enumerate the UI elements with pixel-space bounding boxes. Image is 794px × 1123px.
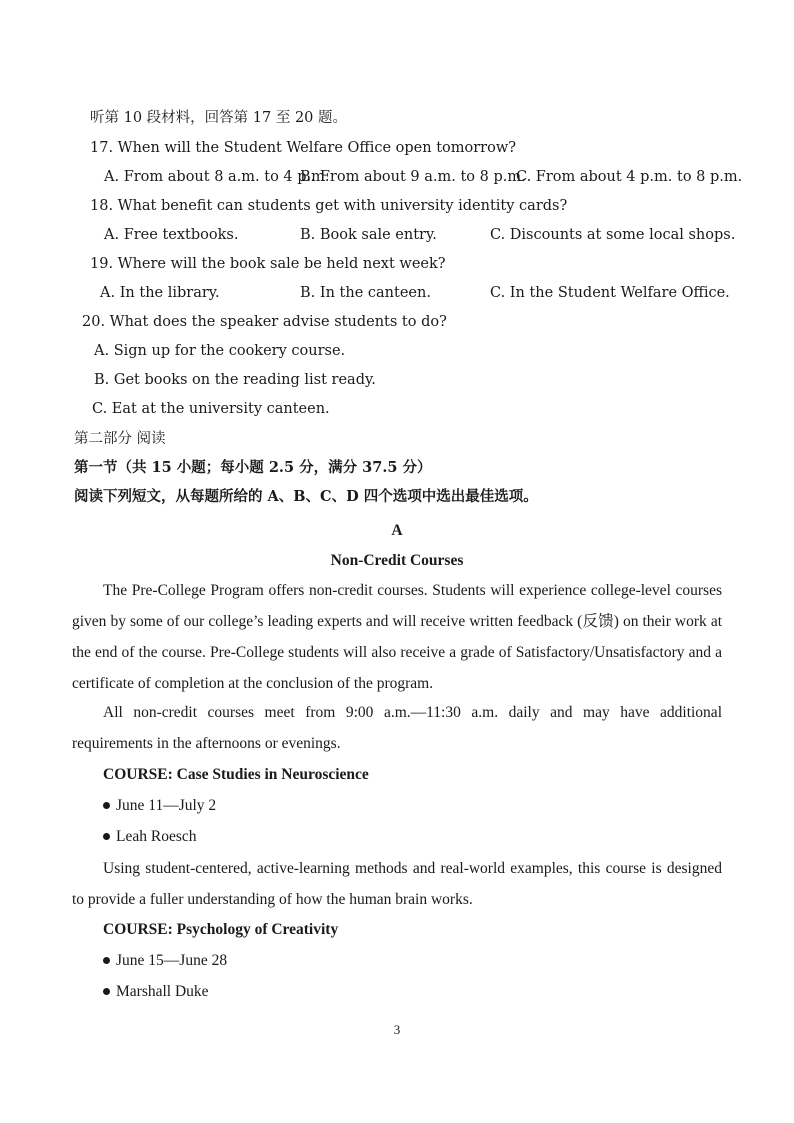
course-1-heading: COURSE: Case Studies in Neuroscience: [103, 766, 369, 783]
question-20-option-b: B. Get books on the reading list ready.: [94, 372, 376, 388]
course-2-dates: June 15—June 28: [116, 952, 228, 969]
question-17-option-b: B. From about 9 a.m. to 8 p.m.: [300, 169, 526, 185]
bullet-icon: [103, 802, 110, 809]
course-2-instructor: Marshall Duke: [116, 983, 209, 1000]
question-19-option-a: A. In the library.: [100, 285, 220, 301]
course-2-dates-item: [103, 951, 227, 971]
question-19-stem: 19. Where will the book sale be held next week?: [90, 256, 446, 272]
course-1-dates-item: [103, 796, 216, 816]
reading-instruction: 阅读下列短文，从每题所给的 A、B、C、D 四个选项中选出最佳选项。: [74, 488, 538, 505]
question-20-stem: 20. What does the speaker advise students to do?: [82, 314, 447, 330]
question-18-stem: 18. What benefit can students get with university identity cards?: [90, 198, 568, 214]
question-18-option-a: A. Free textbooks.: [104, 227, 239, 243]
passage-title: Non-Credit Courses: [330, 552, 464, 569]
question-20-option-c: C. Eat at the university canteen.: [92, 401, 330, 417]
question-19-option-b: B. In the canteen.: [300, 285, 431, 301]
listening-intro: 听第 10 段材料，回答第 17 至 20 题。: [90, 110, 348, 126]
passage-paragraph-1-text: The Pre-College Program offers non-credit courses. Students will experience college-level courses given by some of our college’s leading experts and will receive written feedback (反馈) on their work at the end of the course. Pre-College students will also receive a grade of Satisfactory/Unsatisfactory and a certificate of completion at the conclusion of the program.: [72, 582, 722, 692]
question-17-option-c: C. From about 4 p.m. to 8 p.m.: [516, 169, 743, 185]
course-2-instructor-item: [103, 982, 209, 1002]
course-2-heading: COURSE: Psychology of Creativity: [103, 921, 339, 938]
course-1-instructor-item: [103, 827, 196, 847]
bullet-icon: [103, 957, 110, 964]
question-17-stem: 17. When will the Student Welfare Office open tomorrow?: [90, 140, 517, 156]
bullet-icon: [103, 988, 110, 995]
bullet-icon: [103, 833, 110, 840]
passage-label: A: [391, 522, 403, 539]
question-20-option-a: A. Sign up for the cookery course.: [94, 343, 346, 359]
question-19-option-c: C. In the Student Welfare Office.: [490, 285, 730, 301]
question-17-option-a: A. From about 8 a.m. to 4 p.m.: [104, 169, 330, 185]
course-1-description-text: Using student-centered, active-learning methods and real-world examples, this course is designed to provide a fuller understanding of how the human brain works.: [72, 860, 722, 908]
question-18-option-b: B. Book sale entry.: [300, 227, 437, 243]
reading-section-heading: 第一节（共 15 小题；每小题 2.5 分，满分 37.5 分）: [74, 459, 432, 476]
course-1-dates: June 11—July 2: [116, 797, 217, 814]
passage-paragraph-2-text: All non-credit courses meet from 9:00 a.m.—11:30 a.m. daily and may have additional requirements in the afternoons or evenings.: [72, 704, 722, 752]
passage-paragraph-2: [72, 697, 722, 759]
reading-part-heading: 第二部分 阅读: [74, 431, 166, 447]
passage-paragraph-1: [72, 575, 722, 699]
question-18-option-c: C. Discounts at some local shops.: [490, 227, 736, 243]
course-1-instructor: Leah Roesch: [116, 828, 197, 845]
course-1-description: [72, 853, 722, 915]
page-number: 3: [393, 1022, 401, 1037]
